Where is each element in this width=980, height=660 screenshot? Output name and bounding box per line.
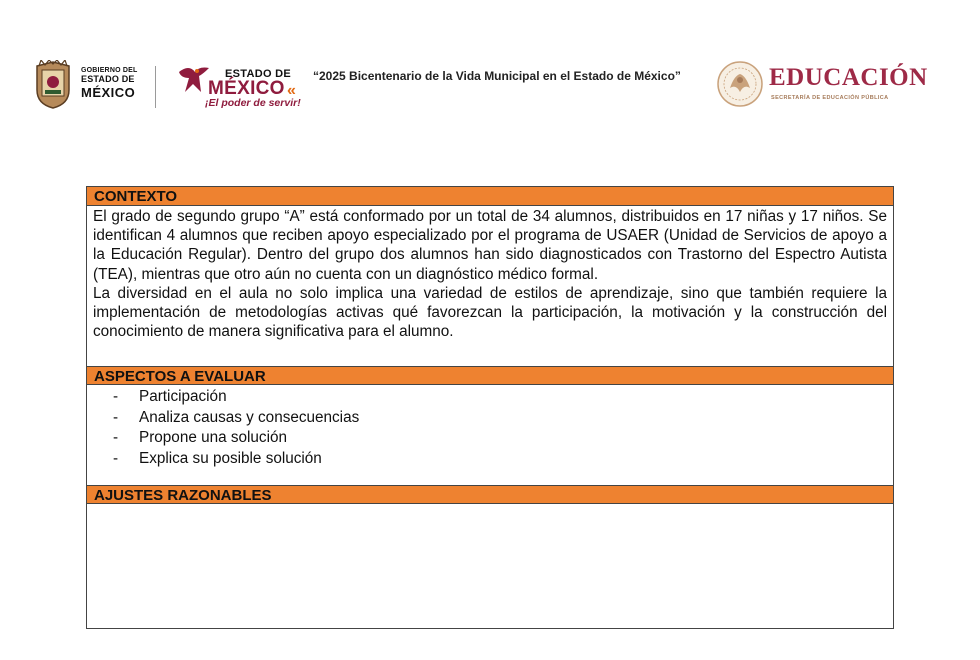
aspecto-text: Explica su posible solución <box>139 449 322 467</box>
national-seal-icon <box>716 60 764 108</box>
gobierno-line3: MÉXICO <box>81 85 136 100</box>
bullet-dash: - <box>113 449 119 467</box>
bullet-dash: - <box>113 388 119 405</box>
estado-de-mexico-logo <box>175 60 305 114</box>
aspectos-header: ASPECTOS A EVALUAR <box>87 366 893 385</box>
aspectos-list <box>87 385 893 485</box>
aspecto-text: Propone una solución <box>139 429 287 446</box>
list-item <box>113 449 893 470</box>
contexto-paragraph-2: La diversidad en el aula no solo implica una variedad de estilos de aprendizaje, sino que también requiere la implementación de metodologías activas qué favorezcan la participación, la motivación y la construcción del conocimiento de manera significativa para el alumno. <box>93 284 887 341</box>
edomex-slogan: ¡El poder de servir! <box>205 97 301 109</box>
ajustes-header: AJUSTES RAZONABLES <box>87 485 893 504</box>
list-item <box>113 408 893 429</box>
ajustes-body <box>87 504 893 626</box>
bullet-dash: - <box>113 408 119 426</box>
document-header <box>0 0 980 130</box>
state-coat-of-arms-icon <box>33 60 73 110</box>
contexto-body <box>87 206 893 366</box>
list-item <box>113 428 893 449</box>
gobierno-estado-mexico-logo <box>33 60 163 112</box>
bullet-dash: - <box>113 429 119 446</box>
edomex-mexico-text: MÉXICO <box>208 78 285 99</box>
contexto-header: CONTEXTO <box>87 187 893 206</box>
gobierno-line1: GOBIERNO DEL <box>81 67 138 74</box>
planning-table <box>86 186 894 629</box>
sep-subtitle: SECRETARÍA DE EDUCACIÓN PÚBLICA <box>771 95 889 101</box>
aspecto-text: Analiza causas y consecuencias <box>139 408 360 426</box>
sep-title: EDUCACIÓN <box>769 64 928 91</box>
sep-educacion-logo <box>716 58 946 110</box>
header-divider <box>155 66 156 108</box>
chevrons-icon: « <box>287 82 296 99</box>
contexto-paragraph-1: El grado de segundo grupo “A” está conformado por un total de 34 alumnos, distribuidos en 17 niñas y 17 niños. Se identifican 4 alumnos que reciben apoyo especializado por el programa de USAER (Unidad de Servicios de apoyo a la Educación Regular). Dentro del grupo dos alumnos han sido diagnosticados con Trastorno del Espectro Autista (TEA), mientras que otro aún no cuenta con un diagnóstico médico formal. <box>93 208 887 283</box>
aspecto-text: Participación <box>139 388 227 405</box>
gobierno-line2: ESTADO DE <box>81 74 135 84</box>
header-motto: “2025 Bicentenario de la Vida Municipal en el Estado de México” <box>313 69 681 83</box>
edomex-estado-text: ESTADO DE <box>225 68 292 80</box>
list-item <box>113 387 893 408</box>
